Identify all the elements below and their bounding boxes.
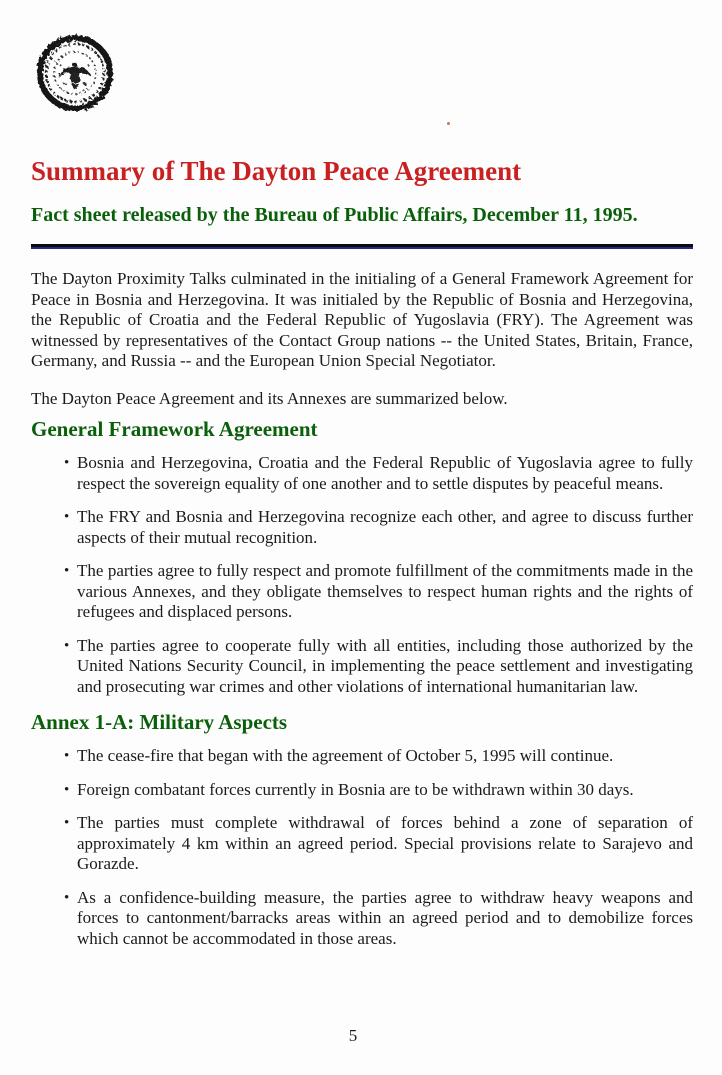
bullet-text: As a confidence-building measure, the parties agree to withdraw heavy weapons and forces to cantonment/barracks areas within an agreed period and to demobilize forces which cannot be accommodated in those areas. bbox=[77, 887, 693, 948]
list-item bbox=[31, 888, 693, 950]
bullet-icon: • bbox=[64, 455, 70, 471]
annex-1a-bullet-list bbox=[31, 746, 693, 949]
bullet-icon: • bbox=[64, 815, 70, 831]
summary-lead-paragraph: The Dayton Peace Agreement and its Annexes are summarized below. bbox=[31, 388, 508, 408]
page-number: 5 bbox=[348, 1026, 358, 1045]
list-item bbox=[31, 636, 693, 698]
bullet-text: The FRY and Bosnia and Herzegovina recognize each other, and agree to discuss further aspects of their mutual recognition. bbox=[77, 507, 693, 547]
bullet-icon: • bbox=[64, 509, 70, 525]
list-item bbox=[31, 813, 693, 875]
bullet-text: The parties agree to fully respect and promote fulfillment of the commitments made in the various Annexes, and they obligate themselves to respect human rights and the rights of refugees and displaced persons. bbox=[77, 561, 693, 621]
bullet-text: The cease-fire that began with the agreement of October 5, 1995 will continue. bbox=[77, 746, 614, 765]
section-heading-annex-1a: Annex 1-A: Military Aspects bbox=[31, 710, 288, 734]
list-item bbox=[31, 507, 693, 548]
horizontal-rule bbox=[31, 244, 693, 249]
list-item bbox=[31, 453, 693, 494]
general-framework-bullet-list bbox=[31, 453, 693, 697]
fact-sheet-subtitle: Fact sheet released by the Bureau of Public Affairs, December 11, 1995. bbox=[31, 204, 638, 226]
bullet-icon: • bbox=[64, 563, 70, 579]
bullet-text: Bosnia and Herzegovina, Croatia and the Federal Republic of Yugoslavia agree to fully respect the sovereign equality of one another and to settle disputes by peaceful means. bbox=[77, 453, 693, 493]
intro-paragraph: The Dayton Proximity Talks culminated in the initialing of a General Framework Agreement for Peace in Bosnia and Herzegovina. It was initialed by the Republic of Bosnia and Herzegovina, the Republic of Croatia and the Federal Republic of Yugoslavia (FRY). The Agreement was witnessed by representatives of the Contact Group nations -- the United States, Britain, France, Germany, and Russia -- and the European Union Special Negotiator. bbox=[31, 269, 693, 370]
bullet-icon: • bbox=[64, 637, 70, 654]
list-item bbox=[31, 780, 693, 801]
bullet-text: The parties must complete withdrawal of forces behind a zone of separation of approximately 4 km within an agreed period. Special provisions relate to Sarajevo and Gorazde. bbox=[77, 813, 693, 873]
bullet-text: Foreign combatant forces currently in Bosnia are to be withdrawn within 30 days. bbox=[77, 779, 634, 799]
list-item bbox=[31, 561, 693, 623]
bullet-icon: • bbox=[64, 748, 70, 764]
bullet-icon: • bbox=[64, 781, 70, 798]
bullet-text: The parties agree to cooperate fully with all entities, including those authorized by the United Nations Security Council, in implementing the peace settlement and investigating and prosecuting war crimes and other violations of international humanitarian law. bbox=[77, 635, 693, 696]
bullet-icon: • bbox=[64, 889, 70, 906]
section-heading-general-framework: General Framework Agreement bbox=[31, 417, 318, 441]
list-item bbox=[31, 746, 693, 767]
document-content bbox=[31, 0, 693, 962]
page-title: Summary of The Dayton Peace Agreement bbox=[31, 156, 522, 186]
